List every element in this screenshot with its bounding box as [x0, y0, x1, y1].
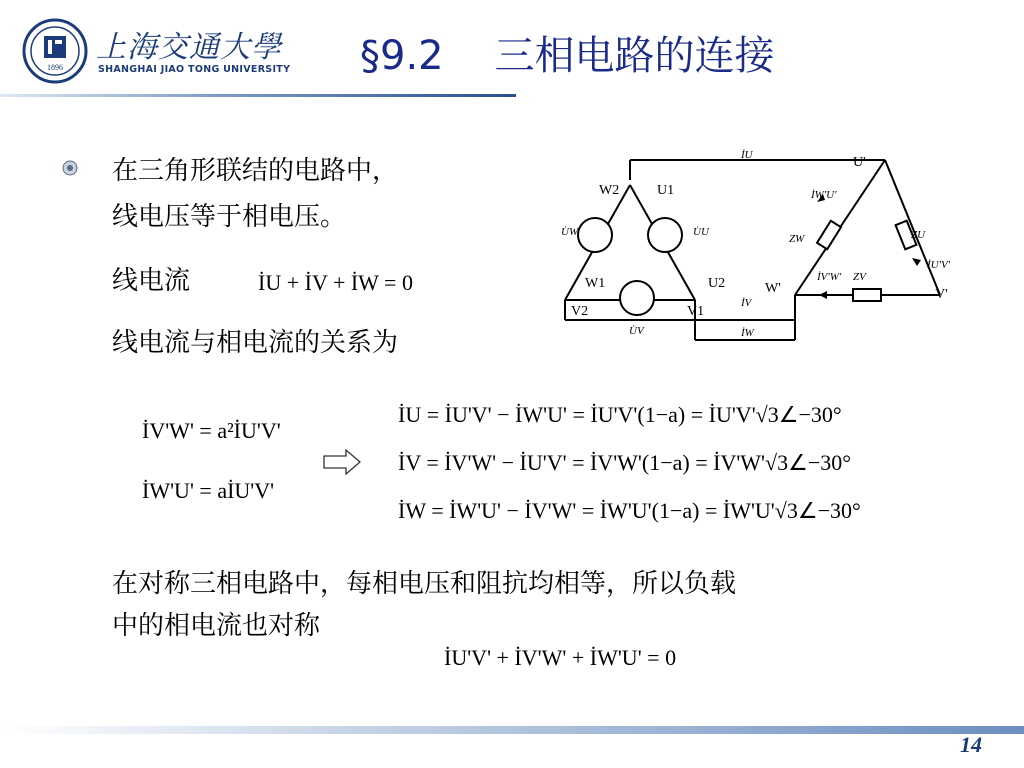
node-w-prime: W': [765, 281, 781, 296]
equation-line-current-sum: İU + İV + İW = 0: [258, 270, 413, 295]
university-seal-logo: [22, 18, 88, 84]
node-v1: V1: [687, 304, 705, 319]
equation-line-u: İU = İU'V' − İW'U' = İU'V'(1−a) = İU'V'√3∠−30°: [398, 402, 842, 427]
delta-circuit-diagram: [555, 140, 975, 352]
node-v-prime: V': [935, 287, 948, 302]
university-name-cn: 上海交通大學: [96, 30, 282, 65]
relation-label: 线电流与相电流的关系为: [112, 328, 399, 358]
equation-phase-v: İV'W' = a²İU'V': [142, 418, 281, 443]
source-u: [648, 218, 682, 252]
label-iuv: İU'V': [927, 259, 951, 271]
node-v2: V2: [571, 304, 589, 319]
page-number: 14: [960, 732, 982, 757]
label-iv: İV: [741, 297, 752, 309]
line-current-label: 线电流: [112, 266, 191, 296]
bullet-line-1: 在三角形联结的电路中，: [112, 156, 399, 186]
arrow-vw: [819, 291, 827, 299]
bullet-gear-icon: [62, 160, 78, 176]
label-uu: U̇U: [693, 226, 709, 238]
seal-year: 1896: [47, 63, 63, 72]
arrow-uv: [912, 258, 921, 266]
label-zw: ZW: [789, 233, 805, 245]
impedance-w: [817, 221, 841, 249]
equation-line-w: İW = İW'U' − İV'W' = İW'U'(1−a) = İW'U'√3∠−30°: [398, 498, 861, 523]
node-u2: U2: [708, 276, 726, 291]
footer-bar: [0, 726, 1024, 734]
label-zu: ZU: [911, 229, 926, 241]
symmetric-line-1: 在对称三相电路中，每相电压和阻抗均相等，所以负载: [112, 569, 737, 599]
label-iwu: İW'U': [811, 189, 837, 201]
label-ivw: İV'W': [817, 271, 842, 283]
node-u-prime: U': [853, 155, 866, 170]
title-divider: [0, 94, 516, 97]
source-w: [578, 218, 612, 252]
slide-title: §9.2 三相电路的连接: [360, 33, 775, 79]
label-iu: İU: [741, 149, 753, 161]
label-zv: ZV: [853, 271, 866, 283]
equation-phase-sum: İU'V' + İV'W' + İW'U' = 0: [444, 645, 677, 670]
label-uv: U̇V: [629, 325, 644, 337]
implies-arrow-icon: [322, 448, 362, 476]
university-name-en: SHANGHAI JIAO TONG UNIVERSITY: [98, 64, 291, 75]
impedance-v: [853, 289, 881, 301]
source-v: [620, 281, 654, 315]
node-w2: W2: [599, 183, 620, 198]
node-u1: U1: [657, 183, 675, 198]
symmetric-line-2: 中的相电流也对称: [112, 611, 321, 641]
equation-line-v: İV = İV'W' − İU'V' = İV'W'(1−a) = İV'W'√3∠−30°: [398, 450, 852, 475]
label-iw: İW: [741, 327, 754, 339]
label-uw: U̇W: [561, 226, 579, 238]
node-w1: W1: [585, 276, 606, 291]
bullet-line-2: 线电压等于相电压。: [112, 202, 347, 232]
equation-phase-w: İW'U' = aİU'V': [142, 478, 275, 503]
